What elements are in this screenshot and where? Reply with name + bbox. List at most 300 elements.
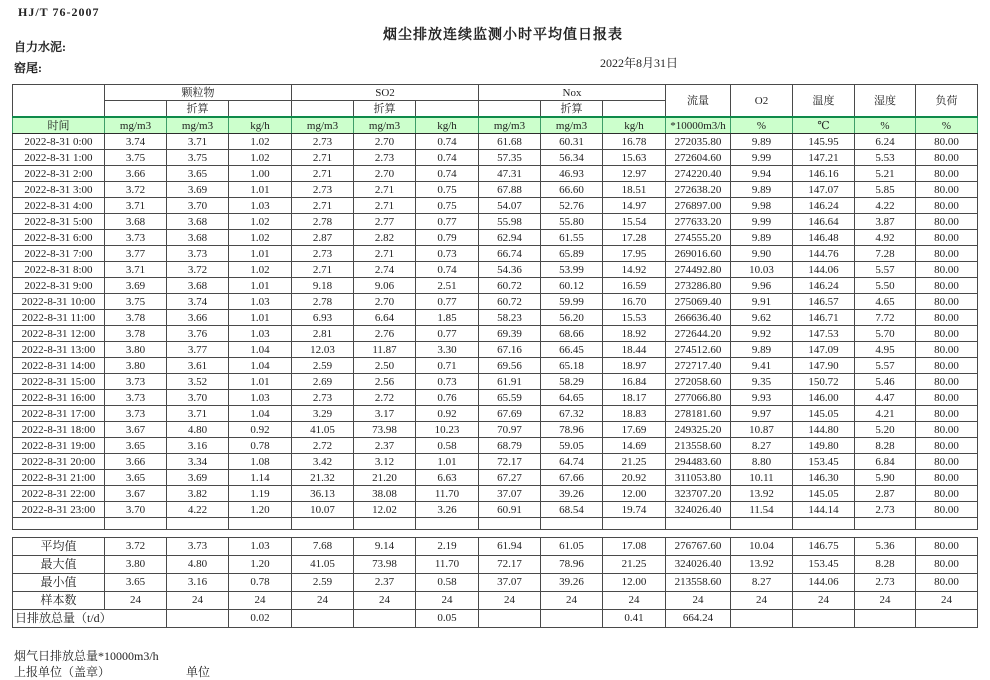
value-cell: 4.47 [855,390,916,406]
summary-value-cell: 4.80 [167,556,229,574]
value-cell: 1.03 [229,198,292,214]
summary-value-cell: 80.00 [916,556,978,574]
value-cell: 2.87 [292,230,354,246]
unit-cell: kg/h [229,117,292,134]
value-cell: 145.95 [793,134,855,150]
blank-cell [479,518,541,530]
unit-cell: mg/m3 [292,117,354,134]
value-cell: 5.21 [855,166,916,182]
value-cell: 274492.80 [666,262,731,278]
summary-value-cell: 24 [916,592,978,610]
blank-cell [793,518,855,530]
value-cell: 2.77 [354,214,416,230]
summary-value-cell: 41.05 [292,556,354,574]
value-cell: 53.99 [541,262,603,278]
daily-total-cell [541,610,603,628]
summary-value-cell: 3.72 [105,538,167,556]
summary-value-cell: 24 [793,592,855,610]
value-cell: 6.63 [416,470,479,486]
value-cell: 0.73 [416,246,479,262]
value-cell: 3.52 [167,374,229,390]
value-cell: 41.05 [292,422,354,438]
value-cell: 10.07 [292,502,354,518]
value-cell: 3.70 [105,502,167,518]
summary-value-cell: 3.80 [105,556,167,574]
value-cell: 2.37 [354,438,416,454]
value-cell: 9.96 [731,278,793,294]
value-cell: 249325.20 [666,422,731,438]
report-unit-label: 上报单位（盖章） [14,665,111,679]
value-cell: 2.70 [354,294,416,310]
summary-row [13,592,978,610]
header-flow: 流量 [666,85,731,118]
value-cell: 10.11 [731,470,793,486]
time-cell: 2022-8-31 10:00 [13,294,105,310]
value-cell: 146.57 [793,294,855,310]
value-cell: 4.65 [855,294,916,310]
value-cell: 1.85 [416,310,479,326]
value-cell: 67.88 [479,182,541,198]
blank-cell [479,101,541,118]
value-cell: 61.68 [479,134,541,150]
value-cell: 9.89 [731,134,793,150]
value-cell: 80.00 [916,230,978,246]
value-cell: 21.32 [292,470,354,486]
value-cell: 5.85 [855,182,916,198]
time-cell: 2022-8-31 17:00 [13,406,105,422]
value-cell: 11.87 [354,342,416,358]
summary-value-cell: 146.75 [793,538,855,556]
value-cell: 3.66 [105,166,167,182]
table-row [13,358,978,374]
value-cell: 145.05 [793,486,855,502]
conversion-label-so2: 折算 [354,101,416,118]
value-cell: 5.50 [855,278,916,294]
value-cell: 39.26 [541,486,603,502]
summary-value-cell: 61.05 [541,538,603,556]
value-cell: 2.73 [292,182,354,198]
unit-cell: mg/m3 [541,117,603,134]
header-rows [13,85,978,134]
value-cell: 144.06 [793,262,855,278]
summary-value-cell: 13.92 [731,556,793,574]
value-cell: 3.29 [292,406,354,422]
value-cell: 0.74 [416,134,479,150]
value-cell: 8.27 [731,438,793,454]
summary-value-cell: 144.06 [793,574,855,592]
blank-cell [603,101,666,118]
value-cell: 2.73 [292,134,354,150]
value-cell: 1.02 [229,134,292,150]
value-cell: 11.54 [731,502,793,518]
daily-total-cell [731,610,793,628]
unit-cell: mg/m3 [167,117,229,134]
value-cell: 80.00 [916,198,978,214]
value-cell: 0.76 [416,390,479,406]
value-cell: 9.98 [731,198,793,214]
summary-row-label: 样本数 [13,592,105,610]
value-cell: 1.01 [229,374,292,390]
unit-cell: ℃ [793,117,855,134]
summary-row [13,556,978,574]
value-cell: 80.00 [916,390,978,406]
table-row [13,342,978,358]
value-cell: 146.30 [793,470,855,486]
value-cell: 272644.20 [666,326,731,342]
value-cell: 3.74 [105,134,167,150]
value-cell: 80.00 [916,310,978,326]
value-cell: 61.91 [479,374,541,390]
value-cell: 1.03 [229,326,292,342]
value-cell: 6.93 [292,310,354,326]
value-cell: 144.76 [793,246,855,262]
summary-value-cell: 3.65 [105,574,167,592]
value-cell: 2.87 [855,486,916,502]
blank-cell [416,518,479,530]
time-cell: 2022-8-31 18:00 [13,422,105,438]
value-cell: 80.00 [916,166,978,182]
value-cell: 147.07 [793,182,855,198]
value-cell: 266636.40 [666,310,731,326]
value-cell: 60.31 [541,134,603,150]
value-cell: 3.78 [105,326,167,342]
value-cell: 5.20 [855,422,916,438]
summary-value-cell: 78.96 [541,556,603,574]
value-cell: 2.74 [354,262,416,278]
table-row [13,246,978,262]
value-cell: 3.67 [105,486,167,502]
daily-total-cell [855,610,916,628]
value-cell: 17.28 [603,230,666,246]
value-cell: 272035.80 [666,134,731,150]
value-cell: 11.70 [416,486,479,502]
value-cell: 18.17 [603,390,666,406]
value-cell: 0.77 [416,294,479,310]
summary-value-cell: 24 [105,592,167,610]
value-cell: 3.74 [167,294,229,310]
daily-total-cell [916,610,978,628]
value-cell: 3.66 [105,454,167,470]
blank-cell [105,101,167,118]
value-cell: 54.07 [479,198,541,214]
value-cell: 73.98 [354,422,416,438]
summary-row [13,574,978,592]
value-cell: 324026.40 [666,502,731,518]
value-cell: 150.72 [793,374,855,390]
value-cell: 1.08 [229,454,292,470]
value-cell: 9.90 [731,246,793,262]
value-cell: 3.75 [105,294,167,310]
value-cell: 2.71 [292,262,354,278]
value-cell: 1.02 [229,230,292,246]
value-cell: 2.71 [354,182,416,198]
value-cell: 3.75 [167,150,229,166]
value-cell: 1.04 [229,358,292,374]
value-cell: 277066.80 [666,390,731,406]
time-cell: 2022-8-31 3:00 [13,182,105,198]
value-cell: 2.59 [292,358,354,374]
unit-cell: mg/m3 [479,117,541,134]
time-cell: 2022-8-31 7:00 [13,246,105,262]
daily-total-label: 日排放总量（t/d） [13,610,167,628]
summary-value-cell: 24 [229,592,292,610]
value-cell: 65.89 [541,246,603,262]
summary-value-cell: 324026.40 [666,556,731,574]
value-cell: 3.70 [167,390,229,406]
summary-value-cell: 2.19 [416,538,479,556]
value-cell: 0.79 [416,230,479,246]
value-cell: 3.68 [167,278,229,294]
time-cell: 2022-8-31 13:00 [13,342,105,358]
summary-value-cell: 24 [603,592,666,610]
value-cell: 9.18 [292,278,354,294]
value-cell: 4.92 [855,230,916,246]
summary-value-cell: 8.28 [855,556,916,574]
value-cell: 213558.60 [666,438,731,454]
value-cell: 3.68 [167,230,229,246]
time-cell: 2022-8-31 2:00 [13,166,105,182]
value-cell: 0.92 [416,406,479,422]
blank-cell [292,518,354,530]
value-cell: 9.97 [731,406,793,422]
value-cell: 2.71 [292,150,354,166]
daily-total-cell: 0.41 [603,610,666,628]
value-cell: 6.64 [354,310,416,326]
value-cell: 3.77 [105,246,167,262]
value-cell: 3.42 [292,454,354,470]
value-cell: 3.87 [855,214,916,230]
value-cell: 274555.20 [666,230,731,246]
value-cell: 18.51 [603,182,666,198]
value-cell: 6.24 [855,134,916,150]
value-cell: 146.00 [793,390,855,406]
time-cell: 2022-8-31 6:00 [13,230,105,246]
value-cell: 147.09 [793,342,855,358]
value-cell: 149.80 [793,438,855,454]
value-cell: 18.83 [603,406,666,422]
value-cell: 4.21 [855,406,916,422]
conversion-label-pm: 折算 [167,101,229,118]
time-cell: 2022-8-31 12:00 [13,326,105,342]
value-cell: 275069.40 [666,294,731,310]
summary-value-cell: 0.78 [229,574,292,592]
daily-total-cell: 0.02 [229,610,292,628]
value-cell: 9.93 [731,390,793,406]
summary-value-cell: 0.58 [416,574,479,592]
value-cell: 2.76 [354,326,416,342]
value-cell: 58.23 [479,310,541,326]
value-cell: 56.20 [541,310,603,326]
blank-cell [731,518,793,530]
summary-value-cell: 7.68 [292,538,354,556]
daily-total-cell [167,610,229,628]
table-row [13,502,978,518]
value-cell: 5.57 [855,262,916,278]
table-row [13,262,978,278]
value-cell: 68.79 [479,438,541,454]
value-cell: 2.73 [354,150,416,166]
value-cell: 65.18 [541,358,603,374]
summary-value-cell: 24 [416,592,479,610]
time-cell: 2022-8-31 8:00 [13,262,105,278]
value-cell: 67.32 [541,406,603,422]
value-cell: 36.13 [292,486,354,502]
value-cell: 0.75 [416,198,479,214]
value-cell: 3.73 [105,390,167,406]
value-cell: 14.97 [603,198,666,214]
value-cell: 146.71 [793,310,855,326]
value-cell: 68.66 [541,326,603,342]
value-cell: 5.90 [855,470,916,486]
value-cell: 10.03 [731,262,793,278]
main-table [12,84,978,530]
value-cell: 80.00 [916,342,978,358]
table-row [13,486,978,502]
value-cell: 2.51 [416,278,479,294]
value-cell: 80.00 [916,374,978,390]
value-cell: 278181.60 [666,406,731,422]
value-cell: 72.17 [479,454,541,470]
blank-cell [541,518,603,530]
summary-value-cell: 213558.60 [666,574,731,592]
table-row [13,150,978,166]
value-cell: 269016.60 [666,246,731,262]
value-cell: 78.96 [541,422,603,438]
value-cell: 55.80 [541,214,603,230]
value-cell: 58.29 [541,374,603,390]
time-cell: 2022-8-31 9:00 [13,278,105,294]
value-cell: 66.60 [541,182,603,198]
summary-value-cell: 276767.60 [666,538,731,556]
value-cell: 3.72 [167,262,229,278]
value-cell: 2.72 [292,438,354,454]
value-cell: 2.56 [354,374,416,390]
value-cell: 9.92 [731,326,793,342]
time-cell: 2022-8-31 23:00 [13,502,105,518]
value-cell: 3.68 [167,214,229,230]
group-header-pm: 颗粒物 [105,85,292,101]
value-cell: 7.72 [855,310,916,326]
daily-total-cell [479,610,541,628]
value-cell: 1.14 [229,470,292,486]
time-cell: 2022-8-31 0:00 [13,134,105,150]
value-cell: 0.74 [416,166,479,182]
blank-cell [167,518,229,530]
value-cell: 21.25 [603,454,666,470]
value-cell: 80.00 [916,454,978,470]
summary-value-cell: 24 [731,592,793,610]
time-cell: 2022-8-31 4:00 [13,198,105,214]
value-cell: 60.12 [541,278,603,294]
value-cell: 68.54 [541,502,603,518]
summary-value-cell: 1.20 [229,556,292,574]
value-cell: 80.00 [916,470,978,486]
value-cell: 323707.20 [666,486,731,502]
header-load: 负荷 [916,85,978,118]
value-cell: 274220.40 [666,166,731,182]
value-cell: 2.73 [855,502,916,518]
value-cell: 4.80 [167,422,229,438]
value-cell: 2.73 [292,390,354,406]
value-cell: 5.70 [855,326,916,342]
value-cell: 7.28 [855,246,916,262]
value-cell: 20.92 [603,470,666,486]
value-cell: 1.02 [229,262,292,278]
value-cell: 3.76 [167,326,229,342]
table-row [13,310,978,326]
value-cell: 13.92 [731,486,793,502]
summary-value-cell: 2.37 [354,574,416,592]
value-cell: 67.69 [479,406,541,422]
value-cell: 9.89 [731,342,793,358]
value-cell: 16.59 [603,278,666,294]
summary-value-cell: 80.00 [916,538,978,556]
daily-total-cell [793,610,855,628]
summary-value-cell: 11.70 [416,556,479,574]
value-cell: 4.22 [855,198,916,214]
value-cell: 1.01 [229,278,292,294]
time-cell: 2022-8-31 22:00 [13,486,105,502]
daily-total-cell: 0.05 [416,610,479,628]
value-cell: 80.00 [916,438,978,454]
value-cell: 60.72 [479,278,541,294]
flow-total-note: 烟气日排放总量*10000m3/h [14,649,159,663]
value-cell: 1.20 [229,502,292,518]
value-cell: 80.00 [916,214,978,230]
unit-cell: kg/h [603,117,666,134]
value-cell: 14.92 [603,262,666,278]
value-cell: 19.74 [603,502,666,518]
summary-value-cell: 3.73 [167,538,229,556]
value-cell: 14.69 [603,438,666,454]
time-cell: 2022-8-31 16:00 [13,390,105,406]
value-cell: 6.84 [855,454,916,470]
value-cell: 145.05 [793,406,855,422]
unit-label: 单位 [186,665,211,679]
value-cell: 3.69 [167,182,229,198]
value-cell: 3.61 [167,358,229,374]
value-cell: 5.46 [855,374,916,390]
data-rows [13,134,978,530]
daily-total-cell [292,610,354,628]
summary-row-label: 最小值 [13,574,105,592]
time-cell: 2022-8-31 5:00 [13,214,105,230]
value-cell: 3.65 [105,470,167,486]
value-cell: 3.73 [105,374,167,390]
value-cell: 272604.60 [666,150,731,166]
value-cell: 17.69 [603,422,666,438]
value-cell: 12.97 [603,166,666,182]
value-cell: 0.74 [416,150,479,166]
summary-value-cell: 24 [292,592,354,610]
value-cell: 146.48 [793,230,855,246]
value-cell: 47.31 [479,166,541,182]
value-cell: 1.19 [229,486,292,502]
value-cell: 80.00 [916,502,978,518]
value-cell: 3.77 [167,342,229,358]
value-cell: 9.94 [731,166,793,182]
value-cell: 146.24 [793,278,855,294]
value-cell: 1.02 [229,150,292,166]
table-row [13,278,978,294]
group-header-so2: SO2 [292,85,479,101]
summary-value-cell: 73.98 [354,556,416,574]
summary-value-cell: 72.17 [479,556,541,574]
summary-value-cell: 8.27 [731,574,793,592]
value-cell: 80.00 [916,326,978,342]
standard-code: HJ/T 76-2007 [18,5,100,19]
value-cell: 15.54 [603,214,666,230]
